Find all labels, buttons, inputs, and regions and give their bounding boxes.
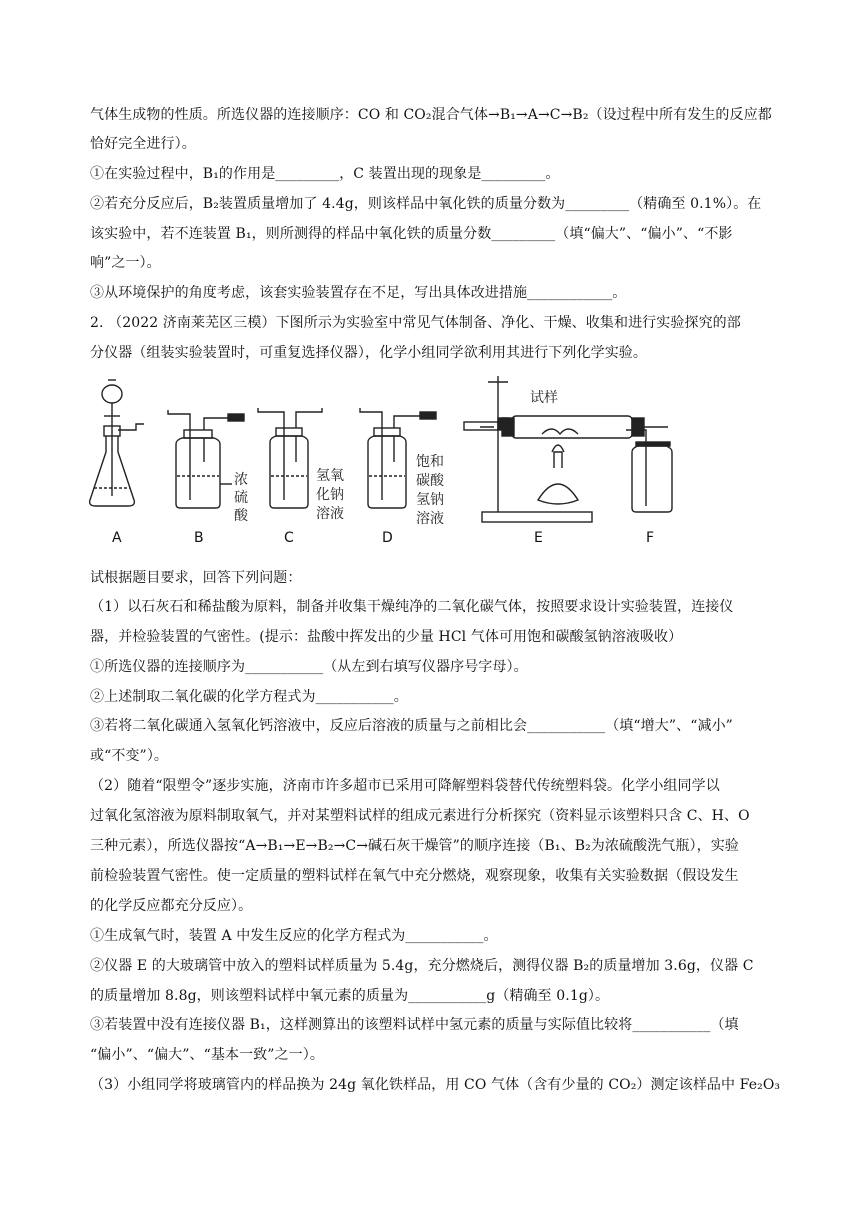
text-line: ①所选仪器的连接顺序为___________（从左到右填写仪器序号字母）。: [90, 659, 528, 675]
text-line: “偏小”、“偏大”、“基本一致”之一）。: [90, 1047, 324, 1063]
apparatus-a: [90, 380, 144, 506]
label-d-3: 氢钠: [416, 492, 444, 508]
text-line: 该实验中，若不连装置 B₁，则所测得的样品中氧化铁的质量分数_________（填“偏大”、“偏小”、“不影: [90, 226, 733, 242]
text-line: 过氧化氢溶液为原料制取氧气，并对某塑料试样的组成元素进行分析探究（资料显示该塑料只含 C、H、O: [90, 808, 750, 824]
letter-c: C: [284, 530, 294, 546]
text-line: ①生成氧气时，装置 A 中发生反应的化学方程式为___________。: [90, 928, 498, 944]
text-line: 的质量增加 8.8g，则该塑料试样中氧元素的质量为___________g（精确至 0.1g）。: [90, 988, 610, 1004]
text-line: 的化学反应都充分反应）。: [90, 898, 253, 914]
label-d-1: 饱和: [416, 454, 444, 470]
label-d-2: 碳酸: [416, 473, 444, 489]
text-line: ③若装置中没有连接仪器 B₁，这样测算出的该塑料试样中氢元素的质量与实际值比较将___________（填: [90, 1017, 739, 1033]
figure-letters: [84, 530, 774, 554]
label-c-2: 化钠: [316, 487, 344, 503]
apparatus-e: [464, 376, 668, 522]
apparatus-c: [258, 408, 322, 508]
text-line: 前检验装置气密性。使一定质量的塑料试样在氧气中充分燃烧，观察现象，收集有关实验数据（假设发生: [90, 868, 739, 884]
text-line: 恰好完全进行）。: [90, 136, 196, 152]
text-line: ②仪器 E 的大玻璃管中放入的塑料试样质量为 5.4g，充分燃烧后，测得仪器 B₂的质量增加 3.6g，仪器 C: [90, 958, 754, 974]
text-line: ②若充分反应后，B₂装置质量增加了 4.4g，则该样品中氧化铁的质量分数为_________（精确至 0.1%）。在: [90, 196, 762, 212]
apparatus-figure: [84, 372, 774, 590]
label-c-3: 溶液: [316, 506, 344, 522]
text-line: ③若将二氧化碳通入氢氧化钙溶液中，反应后溶液的质量与之前相比会___________（填“增大”、“减小”: [90, 718, 733, 734]
text-line: 响”之一）。: [90, 255, 161, 271]
label-b-2: 硫: [234, 490, 248, 506]
apparatus-f: [626, 430, 672, 512]
text-line: 分仪器（组装实验装置时，可重复选择仪器），化学小组同学欲利用其进行下列化学实验。: [90, 345, 647, 361]
label-d-4: 溶液: [416, 511, 444, 527]
text-line: 试根据题目要求，回答下列问题：: [90, 570, 302, 586]
label-b-3: 酸: [234, 508, 248, 524]
text-line: 器，并检验装置的气密性。(提示：盐酸中挥发出的少量 HCl 气体可用饱和碳酸氢钠溶液吸收）: [90, 629, 683, 645]
text-line: （2）随着“限塑令”逐步实施，济南市许多超市已采用可降解塑料袋替代传统塑料袋。化学小组同学以: [90, 778, 720, 794]
text-line: ②上述制取二氧化碳的化学方程式为___________。: [90, 689, 408, 705]
text-line: （3）小组同学将玻璃管内的样品换为 24g 氧化铁样品，用 CO 气体（含有少量的 CO₂）测定该样品中 Fe₂O₃: [90, 1077, 781, 1093]
text-line: ③从环境保护的角度考虑，该套实验装置存在不足，写出具体改进措施____________。: [90, 285, 627, 301]
text-line: （1）以石灰石和稀盐酸为原料，制备并收集干燥纯净的二氧化碳气体，按照要求设计实验装置，连接仪: [90, 599, 734, 615]
label-e-sample: 试样: [530, 390, 558, 406]
text-line: 气体生成物的性质。所选仪器的连接顺序：CO 和 CO₂混合气体→B₁→A→C→B₂（设过程中所有发生的反应都: [90, 107, 772, 123]
letter-e: E: [534, 530, 543, 546]
text-line: 三种元素），所选仪器按“A→B₁→E→B₂→C→碱石灰干燥管”的顺序连接（B₁、B₂为浓硫酸洗气瓶），实验: [90, 838, 739, 854]
letter-b: B: [194, 530, 204, 546]
question-2-heading: 2. （2022 济南莱芜区三模）下图所示为实验室中常见气体制备、净化、干燥、收集和进行实验探究的部: [90, 315, 741, 331]
letter-f: F: [646, 530, 655, 546]
letter-d: D: [382, 530, 393, 546]
letter-a: A: [112, 530, 122, 546]
text-line: ①在实验过程中，B₁的作用是_________，C 装置出现的现象是_________。: [90, 166, 560, 182]
label-c-1: 氢氧: [316, 468, 344, 484]
apparatus-b: [168, 410, 244, 508]
text-line: 或“不变”）。: [90, 748, 169, 764]
label-b-1: 浓: [234, 472, 248, 488]
